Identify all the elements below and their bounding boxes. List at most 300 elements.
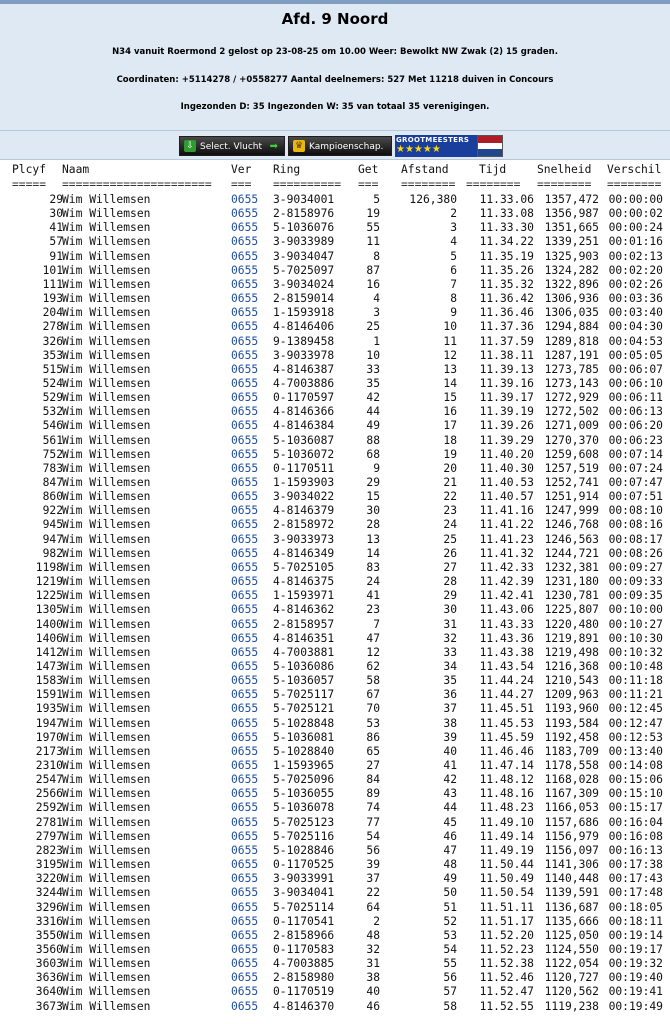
cell-ver[interactable]: 0655: [231, 306, 259, 320]
cell-plcyf: 3550: [35, 928, 63, 942]
table-row: [0, 363, 670, 377]
cell-ver[interactable]: 0655: [231, 447, 259, 461]
cell-tijd: 11.49.10: [479, 815, 534, 829]
table-row: [0, 419, 670, 433]
cell-ver[interactable]: 0655: [231, 744, 259, 758]
cell-ring: 4-8146351: [273, 631, 335, 645]
cell-naam: Wim Willemsen: [62, 320, 151, 334]
cell-plcyf: 982: [42, 546, 63, 560]
cell-ring: 4-8146384: [273, 419, 335, 433]
cell-get: 83: [366, 560, 380, 574]
cell-ring: 1-1593965: [273, 759, 335, 772]
cell-tijd: 11.51.11: [479, 900, 534, 914]
cell-ver[interactable]: 0655: [231, 801, 259, 815]
col-verschil: Verschil: [607, 163, 662, 176]
cell-get: 4: [373, 292, 380, 306]
cell-ver[interactable]: 0655: [231, 603, 259, 617]
cell-get: 31: [366, 957, 380, 971]
cell-ring: 5-7025096: [273, 773, 335, 787]
cell-get: 67: [366, 688, 380, 702]
cell-ring: 5-7025117: [273, 688, 335, 702]
cell-ver[interactable]: 0655: [231, 674, 259, 688]
cell-get: 12: [366, 645, 380, 659]
cell-plcyf: 1400: [35, 617, 63, 631]
cell-ver[interactable]: 0655: [231, 914, 259, 928]
cell-plcyf: 1583: [35, 674, 63, 688]
cell-verschil: 00:19:41: [608, 985, 663, 999]
cell-verschil: 00:07:24: [608, 461, 663, 475]
cell-plcyf: 101: [42, 263, 63, 277]
cell-ver[interactable]: 0655: [231, 829, 259, 843]
col-ring: Ring: [273, 163, 301, 176]
cell-ver[interactable]: 0655: [231, 419, 259, 433]
cell-afstand: 47: [443, 843, 457, 857]
table-header: [0, 163, 670, 177]
cell-afstand: 15: [443, 391, 457, 405]
cell-afstand: 41: [443, 759, 457, 772]
cell-tijd: 11.52.47: [479, 985, 534, 999]
cell-ver[interactable]: 0655: [231, 900, 259, 914]
cell-afstand: 26: [443, 546, 457, 560]
sep-tijd: ========: [466, 178, 521, 191]
cell-afstand: 58: [443, 999, 457, 1013]
cell-plcyf: 278: [42, 320, 63, 334]
cell-plcyf: 2566: [35, 787, 63, 801]
cell-get: 14: [366, 546, 380, 560]
cell-get: 54: [366, 829, 380, 843]
cell-ver[interactable]: 0655: [231, 277, 259, 291]
cell-ring: 0-1170541: [273, 914, 335, 928]
cell-tijd: 11.41.32: [479, 546, 534, 560]
cell-ver[interactable]: 0655: [231, 688, 259, 702]
cell-plcyf: 524: [42, 376, 63, 390]
cell-plcyf: 2592: [35, 801, 63, 815]
table-row: [0, 377, 670, 391]
cell-snelheid: 1251,914: [544, 490, 599, 504]
cell-ver[interactable]: 0655: [231, 702, 259, 716]
cell-ver[interactable]: 0655: [231, 292, 259, 306]
table-row: [0, 349, 670, 363]
cell-plcyf: 2797: [35, 829, 63, 843]
cell-ring: 4-7003881: [273, 645, 335, 659]
cell-tijd: 11.44.27: [479, 688, 534, 702]
cell-snelheid: 1273,143: [544, 376, 599, 390]
cell-ring: 5-1036055: [273, 787, 335, 801]
cell-ring: 9-1389458: [273, 334, 335, 348]
cell-verschil: 00:08:16: [608, 518, 663, 532]
submissions-info: Ingezonden D: 35 Ingezonden W: 35 van totaal 35 verenigingen.: [180, 102, 490, 112]
table-row: [0, 193, 670, 207]
cell-naam: Wim Willemsen: [62, 461, 151, 475]
cell-tijd: 11.39.17: [479, 391, 534, 405]
cell-afstand: 23: [443, 504, 457, 518]
cell-snelheid: 1210,543: [544, 674, 599, 688]
cell-snelheid: 1356,987: [544, 207, 599, 221]
cell-tijd: 11.40.57: [479, 490, 534, 504]
cell-get: 68: [366, 447, 380, 461]
cell-ring: 3-9033989: [273, 235, 335, 249]
cell-tijd: 11.50.49: [479, 872, 534, 886]
cell-get: 11: [366, 235, 380, 249]
cell-ring: 4-8146366: [273, 405, 335, 419]
cell-tijd: 11.48.16: [479, 787, 534, 801]
cell-naam: Wim Willemsen: [62, 900, 151, 914]
cell-tijd: 11.33.06: [479, 193, 534, 206]
cell-plcyf: 193: [42, 292, 63, 306]
cell-verschil: 00:06:13: [608, 405, 663, 419]
col-snelheid: Snelheid: [537, 163, 592, 176]
cell-plcyf: 29: [49, 193, 63, 206]
cell-plcyf: 2547: [35, 773, 63, 787]
cell-ver[interactable]: 0655: [231, 193, 259, 206]
cell-tijd: 11.41.16: [479, 504, 534, 518]
cell-afstand: 18: [443, 433, 457, 447]
button-bar: [0, 131, 670, 160]
cell-afstand: 16: [443, 405, 457, 419]
cell-plcyf: 1935: [35, 702, 63, 716]
table-row: [0, 773, 670, 787]
cell-ver[interactable]: 0655: [231, 235, 259, 249]
table-row: [0, 434, 670, 448]
cell-get: 27: [366, 759, 380, 772]
cell-get: 22: [366, 886, 380, 900]
table-row: [0, 292, 670, 306]
cell-naam: Wim Willemsen: [62, 914, 151, 928]
cell-naam: Wim Willemsen: [62, 263, 151, 277]
sep-naam: ======================: [62, 178, 212, 191]
cell-ver[interactable]: 0655: [231, 575, 259, 589]
table-separator: [0, 178, 670, 192]
cell-get: 84: [366, 773, 380, 787]
coordinates-info: Coordinaten: +5114278 / +0558277 Aantal deelnemers: 527 Met 11218 duiven in Concours: [116, 75, 554, 85]
cell-tijd: 11.43.38: [479, 645, 534, 659]
cell-plcyf: 204: [42, 306, 63, 320]
cell-ring: 3-9033978: [273, 348, 335, 362]
cell-afstand: 4: [450, 235, 457, 249]
cell-naam: Wim Willemsen: [62, 759, 151, 772]
cell-afstand: 46: [443, 829, 457, 843]
cell-ring: 4-8146387: [273, 362, 335, 376]
table-row: [0, 660, 670, 674]
cell-ver[interactable]: 0655: [231, 391, 259, 405]
cell-verschil: 00:03:36: [608, 292, 663, 306]
cell-plcyf: 3195: [35, 858, 63, 872]
cell-ver[interactable]: 0655: [231, 320, 259, 334]
cell-naam: Wim Willemsen: [62, 193, 151, 206]
cell-get: 8: [373, 249, 380, 263]
cell-snelheid: 1219,891: [544, 631, 599, 645]
table-row: [0, 702, 670, 716]
cell-ring: 5-1028846: [273, 843, 335, 857]
cell-ring: 3-9034024: [273, 277, 335, 291]
cell-ring: 2-8158976: [273, 207, 335, 221]
table-row: [0, 547, 670, 561]
cell-naam: Wim Willemsen: [62, 490, 151, 504]
cell-plcyf: 847: [42, 476, 63, 489]
cell-snelheid: 1271,009: [544, 419, 599, 433]
cell-snelheid: 1306,035: [544, 306, 599, 320]
cell-snelheid: 1244,721: [544, 546, 599, 560]
cell-snelheid: 1272,929: [544, 391, 599, 405]
cell-snelheid: 1259,608: [544, 447, 599, 461]
crown-icon: ♛: [294, 141, 304, 151]
cell-ver[interactable]: 0655: [231, 546, 259, 560]
cell-tijd: 11.43.36: [479, 631, 534, 645]
cell-get: 13: [366, 532, 380, 546]
cell-ver[interactable]: 0655: [231, 518, 259, 532]
sep-snelheid: ========: [537, 178, 592, 191]
cell-afstand: 33: [443, 645, 457, 659]
table-row: [0, 745, 670, 759]
cell-naam: Wim Willemsen: [62, 801, 151, 815]
cell-get: 42: [366, 391, 380, 405]
cell-naam: Wim Willemsen: [62, 957, 151, 971]
cell-naam: Wim Willemsen: [62, 560, 151, 574]
cell-plcyf: 2823: [35, 843, 63, 857]
cell-get: 87: [366, 263, 380, 277]
cell-naam: Wim Willemsen: [62, 447, 151, 461]
cell-ver[interactable]: 0655: [231, 490, 259, 504]
cell-snelheid: 1287,191: [544, 348, 599, 362]
cell-snelheid: 1216,368: [544, 659, 599, 673]
cell-ring: 3-9034022: [273, 490, 335, 504]
cell-afstand: 35: [443, 674, 457, 688]
cell-naam: Wim Willemsen: [62, 659, 151, 673]
cell-naam: Wim Willemsen: [62, 843, 151, 857]
cell-ver[interactable]: 0655: [231, 787, 259, 801]
cell-ver[interactable]: 0655: [231, 532, 259, 546]
cell-verschil: 00:16:13: [608, 843, 663, 857]
cell-naam: Wim Willemsen: [62, 433, 151, 447]
cell-ver[interactable]: 0655: [231, 730, 259, 744]
cell-get: 16: [366, 277, 380, 291]
cell-naam: Wim Willemsen: [62, 589, 151, 603]
cell-afstand: 7: [450, 277, 457, 291]
cell-tijd: 11.35.19: [479, 249, 534, 263]
cell-ver[interactable]: 0655: [231, 843, 259, 857]
col-ver: Ver: [231, 163, 252, 176]
cell-snelheid: 1230,781: [544, 589, 599, 603]
cell-verschil: 00:16:08: [608, 829, 663, 843]
cell-ver[interactable]: 0655: [231, 957, 259, 971]
cell-verschil: 00:19:14: [608, 928, 663, 942]
grootmeesters-banner[interactable]: [395, 135, 477, 157]
cell-ver[interactable]: 0655: [231, 942, 259, 956]
cell-snelheid: 1289,818: [544, 334, 599, 348]
cell-ring: 5-1036072: [273, 447, 335, 461]
cell-ver[interactable]: 0655: [231, 405, 259, 419]
cell-ver[interactable]: 0655: [231, 617, 259, 631]
table-row: [0, 830, 670, 844]
cell-get: 47: [366, 631, 380, 645]
cell-ring: 5-1036087: [273, 433, 335, 447]
cell-ver[interactable]: 0655: [231, 985, 259, 999]
cell-tijd: 11.48.23: [479, 801, 534, 815]
cell-naam: Wim Willemsen: [62, 787, 151, 801]
cell-get: 77: [366, 815, 380, 829]
grootmeesters-label: GROOTMEESTERS: [396, 136, 470, 144]
cell-get: 70: [366, 702, 380, 716]
cell-tijd: 11.48.12: [479, 773, 534, 787]
cell-ver[interactable]: 0655: [231, 589, 259, 603]
cell-ver[interactable]: 0655: [231, 249, 259, 263]
cell-snelheid: 1209,963: [544, 688, 599, 702]
cell-ver[interactable]: 0655: [231, 872, 259, 886]
sep-afstand: ========: [401, 178, 456, 191]
cell-ver[interactable]: 0655: [231, 631, 259, 645]
cell-plcyf: 3316: [35, 914, 63, 928]
cell-snelheid: 1168,028: [544, 773, 599, 787]
cell-ver[interactable]: 0655: [231, 928, 259, 942]
cell-ring: 4-8146362: [273, 603, 335, 617]
cell-verschil: 00:00:24: [608, 221, 663, 235]
cell-ver[interactable]: 0655: [231, 858, 259, 872]
cell-ring: 0-1170583: [273, 942, 335, 956]
cell-ver[interactable]: 0655: [231, 461, 259, 475]
cell-verschil: 00:15:06: [608, 773, 663, 787]
cell-ver[interactable]: 0655: [231, 815, 259, 829]
cell-plcyf: 41: [49, 221, 63, 235]
table-row: [0, 391, 670, 405]
cell-verschil: 00:06:11: [608, 391, 663, 405]
cell-ver[interactable]: 0655: [231, 759, 259, 772]
cell-ver[interactable]: 0655: [231, 476, 259, 489]
cell-get: 33: [366, 362, 380, 376]
cell-afstand: 32: [443, 631, 457, 645]
cell-snelheid: 1125,050: [544, 928, 599, 942]
cell-afstand: 11: [443, 334, 457, 348]
cell-ver[interactable]: 0655: [231, 716, 259, 730]
cell-afstand: 28: [443, 575, 457, 589]
kampioenschap-button[interactable]: [288, 136, 392, 156]
cell-naam: Wim Willemsen: [62, 546, 151, 560]
cell-ver[interactable]: 0655: [231, 504, 259, 518]
cell-ring: 5-7025116: [273, 829, 335, 843]
cell-ver[interactable]: 0655: [231, 560, 259, 574]
cell-tijd: 11.49.14: [479, 829, 534, 843]
table-row: [0, 250, 670, 264]
cell-plcyf: 3640: [35, 985, 63, 999]
cell-naam: Wim Willemsen: [62, 942, 151, 956]
cell-ver[interactable]: 0655: [231, 263, 259, 277]
cell-ring: 2-8158972: [273, 518, 335, 532]
cell-naam: Wim Willemsen: [62, 518, 151, 532]
cell-verschil: 00:12:47: [608, 716, 663, 730]
table-row: [0, 646, 670, 660]
cell-ver[interactable]: 0655: [231, 971, 259, 985]
cell-naam: Wim Willemsen: [62, 476, 151, 489]
cell-ver[interactable]: 0655: [231, 433, 259, 447]
cell-ver[interactable]: 0655: [231, 348, 259, 362]
cell-ver[interactable]: 0655: [231, 362, 259, 376]
cell-tijd: 11.52.55: [479, 999, 534, 1013]
cell-naam: Wim Willemsen: [62, 999, 151, 1013]
cell-afstand: 29: [443, 589, 457, 603]
table-row: [0, 306, 670, 320]
cell-afstand: 51: [443, 900, 457, 914]
cell-afstand: 53: [443, 928, 457, 942]
cell-afstand: 48: [443, 858, 457, 872]
cell-snelheid: 1178,558: [544, 759, 599, 772]
cell-verschil: 00:19:17: [608, 942, 663, 956]
cell-tijd: 11.43.33: [479, 617, 534, 631]
select-vlucht-button[interactable]: [179, 136, 285, 156]
cell-ver[interactable]: 0655: [231, 376, 259, 390]
cell-get: 39: [366, 858, 380, 872]
cell-tijd: 11.40.20: [479, 447, 534, 461]
cell-afstand: 52: [443, 914, 457, 928]
cell-plcyf: 91: [49, 249, 63, 263]
cell-ver[interactable]: 0655: [231, 207, 259, 221]
cell-snelheid: 1193,960: [544, 702, 599, 716]
cell-verschil: 00:17:48: [608, 886, 663, 900]
table-row: [0, 320, 670, 334]
cell-snelheid: 1139,591: [544, 886, 599, 900]
cell-verschil: 00:05:05: [608, 348, 663, 362]
col-naam: Naam: [62, 163, 90, 176]
cell-ring: 5-1036078: [273, 801, 335, 815]
cell-tijd: 11.40.30: [479, 461, 534, 475]
cell-get: 88: [366, 433, 380, 447]
cell-tijd: 11.44.24: [479, 674, 534, 688]
cell-tijd: 11.42.41: [479, 589, 534, 603]
cell-ring: 5-1028848: [273, 716, 335, 730]
cell-snelheid: 1294,884: [544, 320, 599, 334]
cell-get: 37: [366, 872, 380, 886]
cell-ring: 2-8158980: [273, 971, 335, 985]
cell-get: 56: [366, 843, 380, 857]
cell-naam: Wim Willemsen: [62, 702, 151, 716]
cell-ver[interactable]: 0655: [231, 221, 259, 235]
cell-naam: Wim Willemsen: [62, 773, 151, 787]
cell-verschil: 00:10:00: [608, 603, 663, 617]
cell-ver[interactable]: 0655: [231, 334, 259, 348]
cell-plcyf: 1219: [35, 575, 63, 589]
cell-verschil: 00:02:13: [608, 249, 663, 263]
cell-ver[interactable]: 0655: [231, 999, 259, 1013]
cell-ver[interactable]: 0655: [231, 886, 259, 900]
cell-naam: Wim Willemsen: [62, 631, 151, 645]
cell-afstand: 22: [443, 490, 457, 504]
cell-plcyf: 1947: [35, 716, 63, 730]
cell-ring: 3-9034047: [273, 249, 335, 263]
cell-get: 62: [366, 659, 380, 673]
cell-afstand: 8: [450, 292, 457, 306]
cell-snelheid: 1247,999: [544, 504, 599, 518]
cell-get: 46: [366, 999, 380, 1013]
cell-ver[interactable]: 0655: [231, 659, 259, 673]
table-row: [0, 872, 670, 886]
cell-get: 24: [366, 575, 380, 589]
col-tijd: Tijd: [479, 163, 507, 176]
cell-ver[interactable]: 0655: [231, 645, 259, 659]
table-row: [0, 844, 670, 858]
cell-ver[interactable]: 0655: [231, 773, 259, 787]
cell-snelheid: 1339,251: [544, 235, 599, 249]
cell-plcyf: 1225: [35, 589, 63, 603]
cell-snelheid: 1257,519: [544, 461, 599, 475]
cell-afstand: 36: [443, 688, 457, 702]
cell-snelheid: 1193,584: [544, 716, 599, 730]
cell-ring: 0-1170525: [273, 858, 335, 872]
cell-plcyf: 111: [42, 277, 63, 291]
cell-afstand: 55: [443, 957, 457, 971]
cell-naam: Wim Willemsen: [62, 928, 151, 942]
cell-tijd: 11.34.22: [479, 235, 534, 249]
table-row: [0, 405, 670, 419]
cell-afstand: 20: [443, 461, 457, 475]
table-row: [0, 335, 670, 349]
